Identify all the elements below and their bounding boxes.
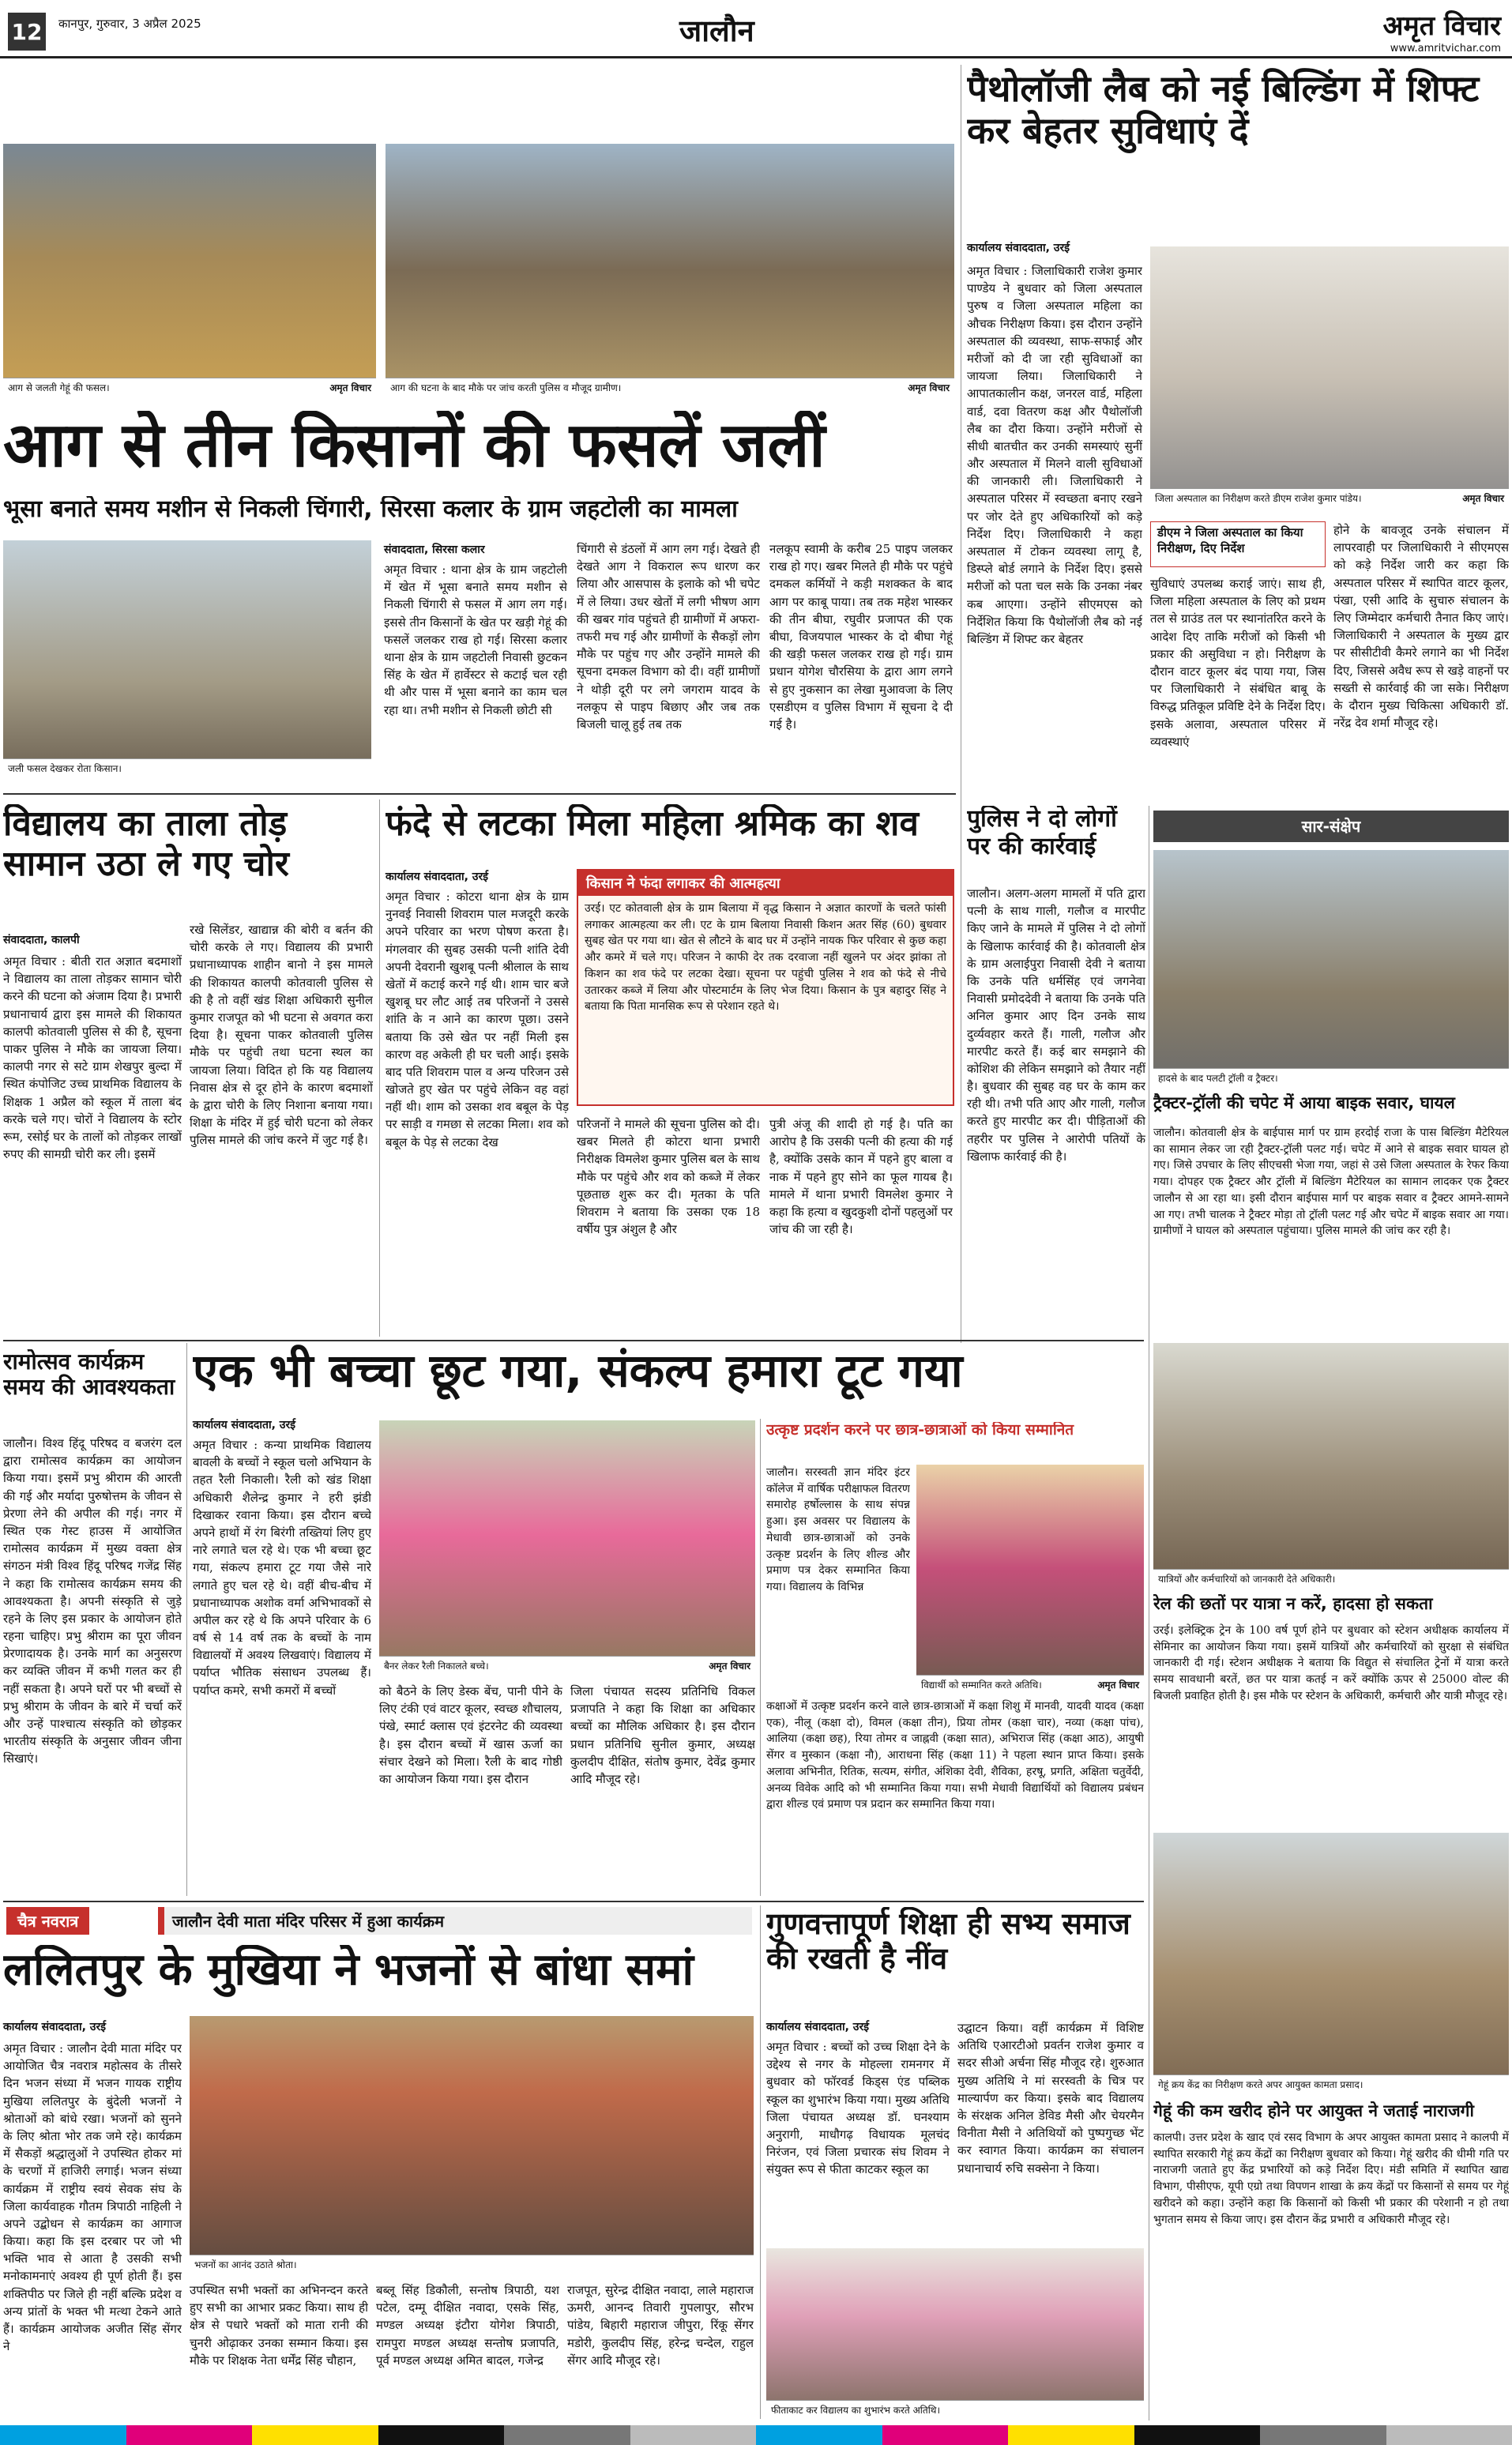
lab-column-3: होने के बावजूद उनके संचालन में लापरवाही पर जिलाधिकारी ने सीएमएस को कड़े निर्देश जारी कर कहा कि अस्पताल परिसर में स्थापित वाटर कूलर, पंखा, एसी आदि के सुचारु संचालन के लिए जिम्मेदार कर्मचारी तैनात किए जाएं। जिलाधिकारी ने अस्पताल के मुख्य द्वार पर सीसीटीवी कैमरे लगाने का भी निर्देश दिए, जिससे अवैध रूप से खड़े वाहनों पर सख्ती से कार्रवाई की जा सके। निरीक्षण के दौरान मुख्य चिकित्सा अधिकारी डॉ. नरेंद्र देव शर्मा मौजूद रहे। (1333, 523, 1509, 731)
brief-3-body: कालपी। उत्तर प्रदेश के खाद एवं रसद विभाग के अपर आयुक्त कामता प्रसाद ने कालपी में स्थापित सरकारी गेहूं क्रय केंद्रों का निरीक्षण बुधवार को किया। गेहूं खरीद की धीमी गति पर नाराजगी जताते हुए केंद्र प्रभारियों को कड़े निर्देश दिए। मंडी समिति में स्थापित खाद्य विभाग, पीसीएफ, यूपी एग्रो तथा विपणन शाखा के क्रय केंद्रों पर किसानों से समय पर गेहूं खरीदने को कहा। उन्होंने कहा कि किसानों को किसी भी प्रकार की परेशानी न हो तथा भुगतान समय से किया जाए। इस दौरान केंद्र प्रभारी व अधिकारी मौजूद रहे। (1153, 2131, 1509, 2226)
rail-seminar-photo (1153, 1343, 1509, 1588)
photo-caption: जिला अस्पताल का निरीक्षण करते डीएम राजेश कुमार पांडेय। (1155, 493, 1362, 504)
hanging-column-2: परिजनों ने मामले की सूचना पुलिस को दी। खबर मिलते ही कोटरा थाना प्रभारी निरीक्षक विमलेश कुमार पुलिस बल के साथ मौके पर पहुंचे और शव को कब्जे में लेकर पूछताछ शुरू कर दी। मृतका के पति शिवराम ने बताया कि उसका एक 18 वर्षीय पुत्र अंशुल है और (577, 1117, 760, 1237)
photo-caption: आग की घटना के बाद मौके पर जांच करती पुलिस व मौजूद ग्रामीण। (390, 382, 622, 393)
masthead (1382, 6, 1501, 55)
farmer-photo (3, 540, 371, 777)
rally-photo (379, 1420, 755, 1675)
page-number: 12 (8, 13, 46, 51)
photo-caption: हादसे के बाद पलटी ट्रॉली व ट्रैक्टर। (1158, 1073, 1278, 1084)
box-title: किसान ने फंदा लगाकर की आत्महत्या (578, 871, 953, 896)
hanging-byline: कार्यालय संवाददाता, उरई (386, 871, 489, 883)
bhajan-photo (190, 2016, 754, 2274)
school-opening-photo (766, 2248, 1144, 2419)
quality-column-2: उद्घाटन किया। वहीं कार्यक्रम में विशिष्ट अतिथि एआरटीओ प्रवर्तन राजेश कुमार व सदर सीओ अर्चना सिंह मौजूद रहे। शुरुआत मुख्य अतिथि ने मां सरस्वती के चित्र पर माल्यार्पण कर किया। इसके बाद विद्यालय के संरक्षक अनिल डेविड मैसी और चेयरमैन विनीता मैसी ने अतिथियों को पुष्पगुच्छ भेंट कर स्वागत किया। कार्यक्रम का संचालन प्रधानाचार्य रुचि सक्सेना ने किया। (957, 2021, 1144, 2176)
brand-url[interactable]: www.amritvichar.com (1390, 43, 1501, 55)
ramotsav-headline: रामोत्सव कार्यक्रम समय की आवश्यकता (3, 1349, 175, 1401)
police-column: जालौन। अलग-अलग मामलों में पति द्वारा पत्नी के साथ गाली, गलौज व मारपीट किए जाने के मामले में पुलिस ने दो लोगों के खिलाफ कार्रवाई की है। कोतवाली क्षेत्र के ग्राम अलाईपुरा निवासी देवी ने बताया कि उनके पति धर्मसिंह एवं जगनेवा निवासी प्रमोददेवी ने बताया कि उनके पति अनिल कुमार आए दिन उनके साथ दुर्व्यवहार करते हैं। गाली, गलौज और मारपीट करते हैं। कई बार समझाने की कोशिश की लेकिन समझाने को तैयार नहीं है। बुधवार की सुबह वह घर के काम कर रही थी। तभी पति आए और गाली, गलौज करते हुए मारपीट कर दी। पीड़िताओं की तहरीर पर पुलिस ने आरोपी पतियों के खिलाफ कार्रवाई की है। (967, 886, 1145, 1164)
brief-2-body: उरई। इलेक्ट्रिक ट्रेन के 100 वर्ष पूर्ण होने पर बुधवार को स्टेशन अधीक्षक कार्यालय में सेमिनार का आयोजन किया गया। इसमें यात्रियों और कर्मचारियों को सुरक्षा से संबंधित जानकारी दी गई। स्टेशन अधीक्षक ने बताया कि विद्युत से संचालित ट्रेनों में यात्रा करते समय सावधानी बरतें, छत पर यात्रा कतई न करें क्योंकि ऊपर से 25000 वोल्ट की बिजली प्रवाहित होती है। इस मौके पर स्टेशन के अधिकारी, कर्मचारी और यात्री मौजूद रहे। (1153, 1624, 1509, 1702)
lab-column-2: सुविधाएं उपलब्ध कराई जाएं। साथ ही, जिला महिला अस्पताल के लिए को प्रथम तल से ग्राउंड तल पर स्थानांतरित करने के आदेश दिए ताकि मरीजों को किसी भी प्रकार की असुविधा न हो। निरीक्षण के दौरान वाटर कूलर बंद पाया गया, जिस पर जिलाधिकारी ने संबंधित बाबू के विरुद्ध प्रतिकूल प्रविष्टि देने के निर्देश दिए। इसके अलावा, अस्पताल परिसर में व्यवस्थाएं (1150, 577, 1326, 749)
photo-caption: गेहूं क्रय केंद्र का निरीक्षण करते अपर आयुक्त कामता प्रसाद। (1158, 2079, 1363, 2090)
photo-caption: फीताकाट कर विद्यालय का शुभारंभ करते अतिथि। (771, 2405, 941, 2416)
theft-byline: संवाददाता, कालपी (3, 934, 80, 946)
brief-3-headline: गेहूं की कम खरीद होने पर आयुक्त ने जताई नाराजगी (1153, 2101, 1474, 2120)
fire-column-1: अमृत विचार : थाना क्षेत्र के ग्राम जहटोली में खेत में भूसा बनाते समय मशीन से निकली चिंगारी से फसल में आग लग गई। इससे तीन किसानों के खेत पर खड़ी गेहूं की फसलें जलकर राख हो गई। सिरसा कलार थाना क्षेत्र के ग्राम जहटोली निवासी छुटकन सिंह के खेत में हार्वेस्टर से कटाई चल रही थी और पास में भूसा बनाने का काम चल रहा था। तभी मशीन से निकली छोटी सी (384, 562, 567, 717)
photo-credit: अमृत विचार (329, 382, 371, 393)
quality-byline: कार्यालय संवाददाता, उरई (766, 2021, 870, 2033)
lalitpur-headline: ललितपुर के मुखिया ने भजनों से बांधा समां (3, 1945, 694, 1995)
lalitpur-column-4: राजपूत, सुरेन्द्र दीक्षित नवादा, लाले महाराज ऊमरी, आनन्द तिवारी गुपलापुर, सौरभ पांडेय, बिहारी महाराज जीपुरा, रिंकू सेंगर मडोरी, कुलदीप सिंह, हरेन्द्र चन्देल, राहुल सेंगर आदि मौजूद रहे। (567, 2283, 754, 2368)
fire-byline: संवाददाता, सिरसा कलार (384, 544, 485, 556)
lab-byline: कार्यालय संवाददाता, उरई (967, 242, 1070, 254)
every-child-column-3: जिला पंचायत सदस्य प्रतिनिधि विकल प्रजापति ने कहा कि शिक्षा का अधिकार बच्चों का मौलिक अधिकार है। इस दौरान प्रधान प्रतिनिधि सुनील कुमार, अध्यक्ष कुलदीप दीक्षित, संतोष कुमार, देवेंद्र कुमार आदि मौजूद रहे। (570, 1684, 755, 1786)
navratri-tag: चैत्र नवरात्र (6, 1907, 89, 1935)
lab-kicker: डीएम ने जिला अस्पताल का किया निरीक्षण, दिए निर्देश (1150, 521, 1326, 567)
fire-photo-2 (386, 144, 954, 397)
every-child-column-2: को बैठने के लिए डेस्क बेंच, पानी पीने के लिए टंकी एवं वाटर कूलर, स्वच्छ शौचालय, पंखे, स्मार्ट क्लास एवं इंटरनेट की व्यवस्था है। इस दौरान बच्चों में खास ऊर्जा का संचार देखने को मिला। रैली के बाद गोष्ठी का आयोजन किया गया। इस दौरान (379, 1684, 562, 1786)
city-section-title: जालौन (679, 13, 754, 48)
photo-caption: विद्यार्थी को सम्मानित करते अतिथि। (921, 1680, 1042, 1691)
lalitpur-byline: कार्यालय संवाददाता, उरई (3, 2021, 107, 2033)
fire-column-2: चिंगारी से डंठलों में आग लग गई। देखते ही देखते आग ने विकराल रूप धारण कर लिया और आसपास के इलाके को भी चपेट में ले लिया। उधर खेतों में लगी भीषण आग की खबर गांव पहुंचते ही ग्रामीणों में अफरा-तफरी मच गई और ग्रामीणों के सैकड़ों लोग मौके पर पहुंच गए और उन्होंने मामले की सूचना दमकल विभाग को दी। वहीं ग्रामीणों ने थोड़ी दूरी पर लगे जगराम यादव के नलकूप से पाइप बिछाए और जब तक बिजली चालू हुई तब तक (577, 542, 760, 732)
brief-1-body: जालौन। कोतवाली क्षेत्र के बाईपास मार्ग पर ग्राम हरदोई राजा के पास बिल्डिंग मैटेरियल का सामान लेकर जा रही ट्रैक्टर-ट्रॉली पलट गई। चपेट में आने से बाइक सवार घायल हो गए। जिसे उपचार के लिए सीएचसी भेजा गया, जहां से उसे जिला अस्पताल के रेफर किया गया। दोपहर एक ट्रैक्टर और ट्रॉली में बिल्डिंग मैटेरियल का सामान लादकर एक ट्रैक्टर जालौन से आ रहा था। इसी दौरान बाईपास मार्ग पर बाइक सवार व ट्रैक्टर आमने-सामने आ गए। तभी चालक ने ट्रैक्टर मोड़ा तो ट्रॉली पलट गई और चपेट में बाइक सवार आ गया। ग्रामीणों ने घायल को अस्पताल पहुंचाया। पुलिस मामले की जांच कर रही है। (1153, 1127, 1509, 1238)
photo-caption: भजनों का आनंद उठाते श्रोता। (194, 2259, 297, 2270)
award-column-1: जालौन। सरस्वती ज्ञान मंदिर इंटर कॉलेज में वार्षिक परीक्षाफल वितरण समारोह हर्षोल्लास के साथ संपन्न हुआ। इस अवसर पर विद्यालय के मेधावी छात्र-छात्राओं को उनके उत्कृष्ट प्रदर्शन के लिए शील्ड और प्रमाण पत्र देकर सम्मानित किया गया। विद्यालय के विभिन्न (766, 1466, 910, 1594)
every-child-byline: कार्यालय संवाददाता, उरई (193, 1419, 296, 1431)
tractor-photo (1153, 850, 1509, 1087)
fire-photo-1 (3, 144, 376, 397)
award-headline: उत्कृष्ट प्रदर्शन करने पर छात्र-छात्राओं को किया सम्मानित (766, 1422, 1074, 1439)
suicide-box: किसान ने फंदा लगाकर की आत्महत्या उरई। एट कोतवाली क्षेत्र के ग्राम बिलाया में वृद्ध किसान ने अज्ञात कारणों के चलते फांसी लगाकर आत्महत्या कर ली। एट के ग्राम बिलाया निवासी किशन अतर सिंह (60) बुधवार सुबह खेत पर गया था। खेत से लौटने के बाद घर में उन्होंने नायक फिर परिवार से कुछ कहा और कमरे में चले गए। परिजन ने काफी देर तक दरवाजा नहीं खुलने पर अंदर झांका तो किशन का शव फंदे पर लटका देखा। सूचना पर पहुंची पुलिस ने शव को फंदे से नीचे उतारकर कब्जे में लिया और पोस्टमार्टम के लिए भेज दिया। किसान के पुत्र बहादुर सिंह ने बताया कि पिता मानसिक रूप से परेशान रहते थे। (577, 869, 954, 1106)
every-child-headline: एक भी बच्चा छूट गया, संकल्प हमारा टूट गया (193, 1345, 963, 1397)
lab-column-1: अमृत विचार : जिलाधिकारी राजेश कुमार पाण्डेय ने बुधवार को जिला अस्पताल पुरुष व जिला अस्पताल महिला का औचक निरीक्षण किया। इस दौरान उन्होंने अस्पताल की व्यवस्था, साफ-सफाई और मरीजों को दी जा रही सुविधाओं का जायजा लिया। जिलाधिकारी ने आपातकालीन कक्ष, जनरल वार्ड, महिला वार्ड, दवा वितरण कक्ष और पैथोलॉजी लैब का दौरा किया। उन्होंने मरीजों से सीधी बातचीत कर उनकी समस्याएं सुनीं और अस्पताल में मिलने वाली सुविधाओं की जानकारी ली। जिलाधिकारी ने अस्पताल परिसर में स्वच्छता बनाए रखने पर जोर देते हुए अधिकारियों को कड़े निर्देश दिए। जिलाधिकारी ने कहा अस्पताल में टोकन व्यवस्था लागू है, डिस्प्ले बोर्ड लगाने के निर्देश दिए। इससे मरीजों को पता चल सके कि उनका नंबर कब आएगा। उन्होंने सीएमएस को निर्देशित किया कि पैथोलॉजी लैब को नई बिल्डिंग में शिफ्ट कर बेहतर (967, 264, 1142, 646)
photo-caption: बैनर लेकर रैली निकालते बच्चे। (384, 1661, 489, 1672)
quality-headline: गुणवत्तापूर्ण शिक्षा ही सभ्य समाज की रखती है नींव (766, 1907, 1130, 1976)
photo-credit: अमृत विचार (1097, 1680, 1139, 1691)
award-photo (916, 1465, 1144, 1694)
lalitpur-kicker: जालौन देवी माता मंदिर परिसर में हुआ कार्यक्रम (158, 1907, 752, 1935)
page-header (0, 0, 1512, 58)
quality-column-1: अमृत विचार : बच्चों को उच्च शिक्षा देने के उद्देश्य से नगर के मोहल्ला रामनगर में बुधवार को फॉरवर्ड किड्स एंड पब्लिक स्कूल का शुभारंभ किया गया। मुख्य अतिथि जिला पंचायत अध्यक्ष डॉ. घनश्याम अनुरागी, माधौगढ़ विधायक मूलचंद निरंजन, एवं जिला प्रचारक संघ शिवम ने संयुक्त रूप से फीता काटकर स्कूल का (766, 2040, 950, 2177)
lalitpur-column-3: बब्लू सिंह डिकौली, सन्तोष त्रिपाठी, यश पटेल, दम्मू दीक्षित नवादा, एसके सिंह, मण्डल अध्यक्ष इंटौरा योगेश त्रिपाठी, रामपुरा मण्डल अध्यक्ष सन्तोष प्रजापति, पूर्व मण्डल अध्यक्ष अमित बादल, गजेन्द्र (376, 2283, 559, 2368)
every-child-column-1: अमृत विचार : कन्या प्राथमिक विद्यालय बावली के बच्चों ने स्कूल चलो अभियान के तहत रैली निकाली। रैली को खंड शिक्षा अधिकारी शैलेन्द्र कुमार ने हरी झंडी दिखाकर रवाना किया। इस दौरान बच्चे अपने हाथों में रंग बिरंगी तख्तियां लिए हुए नारे लगाते चल रहे थे। एक भी बच्चा छूट गया, संकल्प हमारा टूट गया जैसे नारे लगाते हुए चल रहे थे। वहीं बीच-बीच में प्रधानाध्यापक अशोक वर्मा अभिभावकों से अपील कर रहे थे कि अपने परिवार के 6 वर्ष से 14 वर्ष तक के बच्चों के नाम विद्यालयों में अवश्य लिखवाएं। विद्यालय में पर्याप्त भौतिक संसाधन उपलब्ध हैं। पर्याप्त कमरे, सभी कमरों में बच्चों (193, 1438, 371, 1698)
edition-date: कानपुर, गुरुवार, 3 अप्रैल 2025 (58, 17, 201, 31)
lab-headline: पैथोलॉजी लैब को नई बिल्डिंग में शिफ्ट कर बेहतर सुविधाएं दें (967, 68, 1480, 152)
police-headline: पुलिस ने दो लोगों पर की कार्रवाई (967, 806, 1117, 860)
wheat-center-photo (1153, 1833, 1509, 2093)
photo-credit: अमृत विचार (908, 382, 950, 393)
fire-headline: आग से तीन किसानों की फसलें जलीं (3, 411, 826, 481)
photo-caption: आग से जलती गेहूं की फसल। (8, 382, 110, 393)
photo-caption: यात्रियों और कर्मचारियों को जानकारी देते अधिकारी। (1158, 1574, 1336, 1585)
photo-credit: अमृत विचार (709, 1661, 750, 1672)
brief-section-title: सार-संक्षेप (1153, 811, 1509, 842)
fire-column-3: नलकूप स्वामी के करीब 25 पाइप जलकर राख हो गए। खबर मिलते ही मौके पर पहुंचे दमकल कर्मियों ने कड़ी मशक्कत के बाद आग पर काबू पाया। तब तक महेश भास्कर की तीन बीघा, रघुवीर प्रजापत की एक बीघा, विजयपाल भास्कर के दो बीघा गेहूं की खड़ी फसल जलकर राख हो गई। ग्राम प्रधान योगेश चौरसिया के द्वारा आग लगने से हुए नुकसान का लेखा मुआवजा के लिए एसडीएम व पुलिस विभाग में सूचना दे दी गई है। (769, 542, 953, 732)
brief-2-headline: रेल की छतों पर यात्रा न करें, हादसा हो सकता (1153, 1594, 1433, 1613)
print-color-bar (0, 2425, 1512, 2445)
hanging-column-3: पुत्री अंजू की शादी हो गई है। पति का आरोप है कि उसकी पत्नी की हत्या की गई है, क्योंकि उसके कान में पहने हुए बाला व नाक में पहने हुए सोने का फूल गायब है। मामले में थाना प्रभारी विमलेश कुमार ने कहा कि हत्या व खुदकुशी दोनों पहलुओं पर जांच की जा रही है। (769, 1117, 953, 1237)
theft-headline: विद्यालय का ताला तोड़ सामान उठा ले गए चोर (3, 804, 289, 884)
fire-subheadline: भूसा बनाते समय मशीन से निकली चिंगारी, सिरसा कलार के ग्राम जहटोली का मामला (3, 496, 738, 523)
award-column-2: कक्षाओं में उत्कृष्ट प्रदर्शन करने वाले छात्र-छात्राओं में कक्षा शिशु में मानवी, यादवी यादव (कक्षा एक), नीलू (कक्षा दो), विमल (कक्षा तीन), प्रिया तोमर (कक्षा चार), नव्या (कक्षा पांच), आलिया (कक्षा छह), रिया तोमर व जाह्नवी (कक्षा सात), अभिराज सिंह (कक्षा आठ), आयुषी सेंगर व मुस्कान (कक्षा नौ), आराधना सिंह (कक्षा 11) ने पहला स्थान प्राप्त किया। इसके अलावा अभिनीत, रितिक, सत्यम, संगीत, अंशिका देवी, शैविका, हरषू, प्रगति, अक्षिता चतुर्वेदी, अनव्य विवेक आदि को भी सम्मानित किया गया। सभी मेधावी विद्यार्थियों को विद्यालय प्रबंधन द्वारा शील्ड एवं प्रमाण पत्र प्रदान कर सम्मानित किया गया। (766, 1700, 1144, 1811)
hanging-headline: फंदे से लटका मिला महिला श्रमिक का शव (386, 804, 919, 844)
theft-column-2: रखे सिलेंडर, खाद्यान्न की बोरी व बर्तन की चोरी करके ले गए। विद्यालय की प्रभारी प्रधानाध्यापक शाहीन बानो ने इस मामले की शिकायत कालपी कोतवाली पुलिस से की है तो वहीं खंड शिक्षा अधिकारी सुनील कुमार राजपूत को भी घटना से अवगत करा दिया है। सूचना पाकर कोतवाली पुलिस मौके पर पहुंची तथा घटना स्थल का जायजा लिया। विदित हो कि यह विद्यालय निवास क्षेत्र से दूर होने के कारण बदमाशों के द्वारा चोरी के लिए निशाना बनाया गया। शिक्षा के मंदिर में हुई चोरी घटना को लेकर पुलिस मामले की जांच करने में जुट गई है। (190, 923, 373, 1148)
photo-credit: अमृत विचार (1462, 493, 1504, 504)
ramotsav-column: जालौन। विश्व हिंदू परिषद व बजरंग दल द्वारा रामोत्सव कार्यक्रम का आयोजन किया गया। इसमें प्रभु श्रीराम की आरती की गई और मर्यादा पुरुषोत्तम के जीवन से प्रेरणा लेने की अपील की गई। नगर में स्थित एक गेस्ट हाउस में आयोजित रामोत्सव कार्यक्रम में मुख्य वक्ता क्षेत्र संगठन मंत्री विश्व हिंदू परिषद गजेंद्र सिंह ने कहा कि रामोत्सव कार्यक्रम समय की आवश्यकता है। अपनी संस्कृति से जुड़े रहने के लिए इस प्रकार के आयोजन होते रहना चाहिए। प्रभु श्रीराम का पूरा जीवन प्रेरणादायक है। उनके मार्ग का अनुसरण कर व्यक्ति जीवन में कभी गलत कर ही नहीं सकता है। अपने घरों पर भी बच्चों से प्रभु श्रीराम के जीवन के बारे में चर्चा करें और उन्हें पाश्चात्य संस्कृति को छोड़कर भारतीय संस्कृति के अनुसार जीवन जीना सिखाएं। (3, 1436, 182, 1766)
brand-logo: अमृत विचार (1382, 10, 1501, 42)
photo-caption: जली फसल देखकर रोता किसान। (8, 763, 122, 774)
brief-1-headline: ट्रैक्टर-ट्रॉली की चपेट में आया बाइक सवार, घायल (1153, 1093, 1455, 1112)
lab-photo (1150, 246, 1509, 507)
lalitpur-column-1: अमृत विचार : जालौन देवी माता मंदिर पर आयोजित चैत्र नवरात्र महोत्सव के तीसरे दिन भजन संध्या में भजन गायक राष्ट्रीय मुखिया ललितपुर के बुंदेली भजनों ने श्रोताओं को बांधे रखा। भजनों को सुनने के लिए श्रोता भोर तक जमे रहे। कार्यक्रम में सैकड़ों श्रद्धालुओं ने उपस्थित होकर मां के चरणों में हाजिरी लगाई। भजन संध्या कार्यक्रम में राष्ट्रीय स्वयं सेवक संघ के जिला कार्यवाहक गौतम त्रिपाठी नाहिली ने अपने उद्बोधन से कार्यक्रम का आगाज किया। कहा कि इस दरबार पर जो भी भक्ति भाव से आता है उसकी सभी मनोकामनाएं अवश्य ही पूर्ण होती हैं। इस शक्तिपीठ पर जिले ही नहीं बल्कि प्रदेश व अन्य प्रांतों के भक्त भी मत्था टेकने आते हैं। कार्यक्रम आयोजक अजीत सिंह सेंगर ने (3, 2041, 182, 2354)
hanging-column-1: अमृत विचार : कोटरा थाना क्षेत्र के ग्राम नुनवई निवासी शिवराम पाल मजदूरी करके अपने परिवार का भरण पोषण करता है। मंगलवार की सुबह उसकी पत्नी शांति देवी अपनी देवरानी खुशबू पत्नी श्रीलाल के साथ खेतों में कटाई करने गई थी। शाम चार बजे खुशबू घर लौट आई तब परिजनों ने उससे शांति के न आने का कारण पूछा। उसने बताया कि उसे खेत पर नहीं मिली इस कारण वह अकेली ही घर चली आई। इसके बाद पति शिवराम पाल व अन्य परिजन उसे खोजते हुए खेत पर पहुंचे लेकिन वह वहां नहीं थी। शाम को उसका शव बबूल के पेड़ पर साड़ी व गमछा से लटका मिला। शव को बबूल के पेड़ से लटका देख (386, 890, 569, 1149)
lalitpur-column-2: उपस्थित सभी भक्तों का अभिनन्दन करते हुए सभी का आभार प्रकट किया। साथ ही क्षेत्र से पधारे भक्तों को माता रानी की चुनरी ओढ़ाकर उनका सम्मान किया। इस मौके पर शिक्षक नेता धर्मेंद्र सिंह चौहान, (190, 2283, 368, 2368)
theft-column-1: अमृत विचार : बीती रात अज्ञात बदमाशों ने विद्यालय का ताला तोड़कर सामान चोरी करने की घटना को अंजाम दिया है। प्रभारी प्रधानाचार्य द्वारा इस मामले की शिकायत कालपी कोतवाली पुलिस से की है, सूचना पाकर पुलिस ने मौके का जायजा लिया। कालपी नगर से सटे ग्राम शेखपुर बुल्दा में स्थित कंपोजिट उच्च प्राथमिक विद्यालय के शिक्षक 1 अप्रैल को स्कूल में ताला बंद करके चले गए। चोरों ने विद्यालय के स्टोर रूम, रसोई घर के तालों को तोड़कर लाखों रुपए की सामग्री चोरी कर ली। इसमें (3, 954, 182, 1162)
